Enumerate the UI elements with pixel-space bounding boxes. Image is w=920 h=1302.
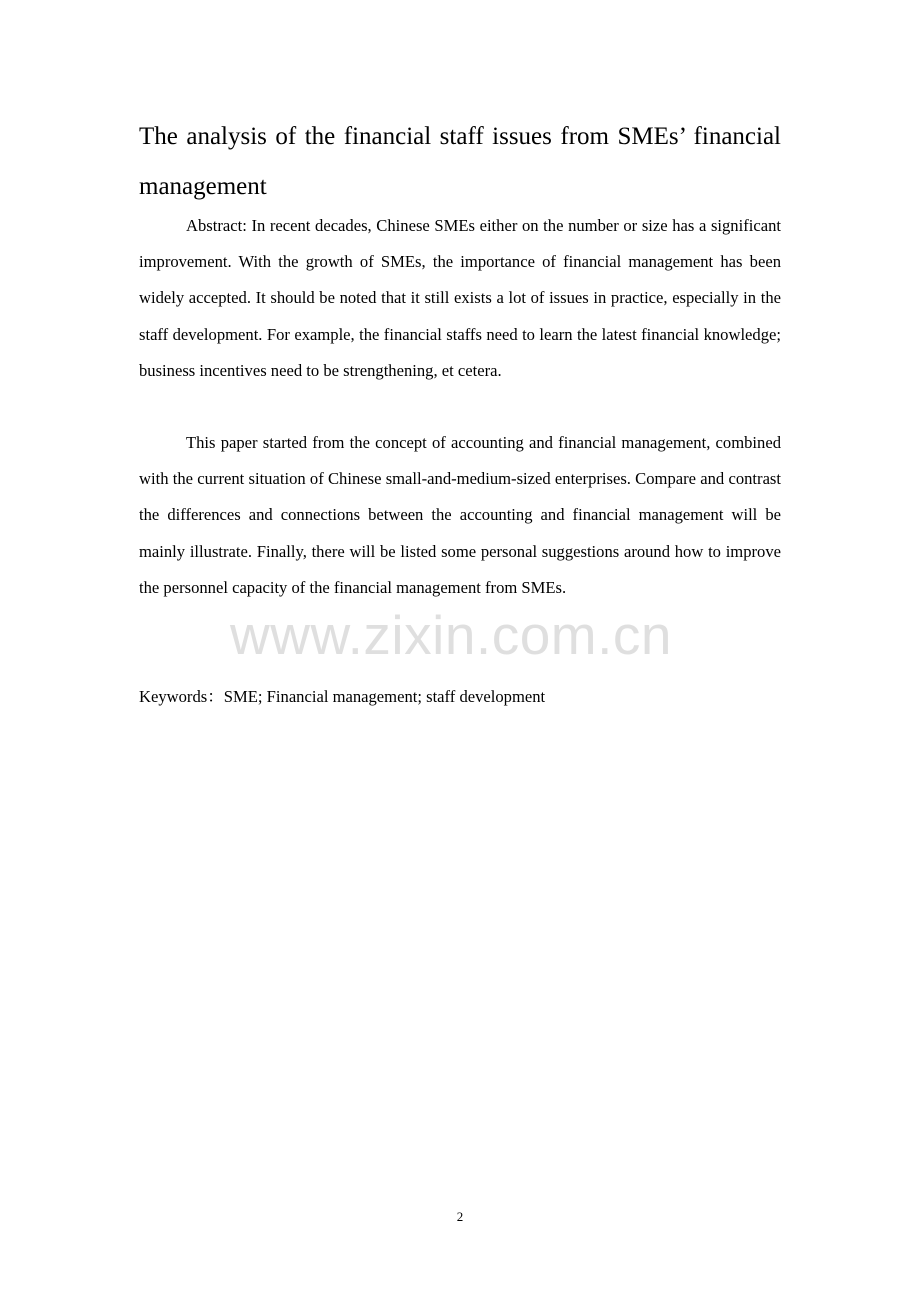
abstract-paragraph: Abstract: In recent decades, Chinese SMEs either on the number or size has a significant improvement. With the growth of SMEs, the importance of financial management has been widely accepted. It should be noted that it still exists a lot of issues in practice, especially in the staff development. For example, the financial staffs need to learn the latest financial knowledge; business incentives need to be strengthening, et cetera. (139, 216, 781, 380)
body-paragraph: This paper started from the concept of accounting and financial management, combined with the current situation of Chinese small-and-medium-sized enterprises. Compare and contrast the differences and connections between the accounting and financial management will be mainly illustrate. Finally, there will be listed some personal suggestions around how to improve the personnel capacity of the financial management from SMEs. (139, 433, 781, 597)
keywords-line: Keywords：SME; Financial management; staff development (139, 687, 546, 706)
document-title: The analysis of the financial staff issues from SMEs’ financial management (139, 123, 781, 200)
watermark: www.zixin.com.cn (230, 604, 672, 666)
page-number: 2 (456, 1209, 464, 1224)
